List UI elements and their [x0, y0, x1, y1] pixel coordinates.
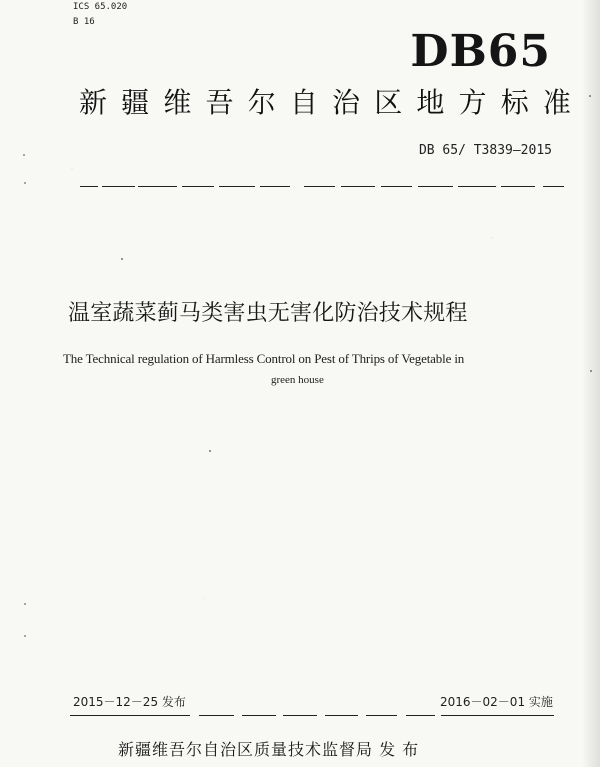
separator-segment: [304, 186, 335, 187]
separator-segment: [341, 186, 375, 187]
region-title-char: 准: [542, 86, 571, 119]
effective-date: 2016－02－01 实施: [440, 695, 553, 709]
bottom-line-segment: [325, 715, 358, 716]
region-title-char: 吾: [205, 86, 234, 119]
bottom-line-segment: [441, 715, 554, 716]
bottom-line-segment: [70, 715, 190, 716]
bottom-separator-line: [70, 712, 554, 720]
bottom-line-segment: [199, 715, 234, 716]
english-title-line-1: The Technical regulation of Harmless Control on Pest of Thrips of Vegetable in: [63, 351, 465, 366]
scan-speck: [589, 95, 591, 97]
region-title-char: 地: [416, 86, 445, 119]
separator-segment: [501, 186, 535, 187]
region-title-char: 区: [374, 86, 403, 119]
scan-speck: [23, 154, 25, 156]
separator-segment: [418, 186, 453, 187]
separator-segment: [260, 186, 290, 187]
bottom-line-segment: [406, 715, 435, 716]
bottom-line-segment: [283, 715, 317, 716]
region-title-char: 方: [458, 86, 487, 119]
separator-segment: [138, 186, 177, 187]
scan-speck: [121, 258, 123, 260]
separator-segment: [219, 186, 255, 187]
bottom-line-segment: [242, 715, 276, 716]
separator-segment: [543, 186, 564, 187]
scan-edge-shadow: [582, 0, 600, 767]
separator-segment: [80, 186, 98, 187]
issue-date: 2015－12－25 发布: [73, 695, 186, 709]
ics-code: ICS 65.020: [73, 2, 128, 12]
top-separator-line: [80, 183, 564, 191]
scan-speck: [209, 450, 211, 452]
publisher-line: 新疆维吾尔自治区质量技术监督局 发 布: [118, 740, 420, 759]
region-title-char: 新: [79, 86, 108, 119]
region-title-char: 自: [289, 86, 318, 119]
scan-speck: [24, 182, 26, 184]
region-title-char: 治: [332, 86, 361, 119]
region-standard-title: [79, 86, 571, 119]
standard-series-code: DB65: [410, 26, 551, 77]
english-title-line-2: green house: [271, 374, 324, 386]
region-standard-title-text: [79, 86, 571, 119]
separator-segment: [182, 186, 214, 187]
scan-speck: [24, 603, 26, 605]
standard-number: DB 65/ T3839—2015: [418, 143, 552, 158]
classification-code: B 16: [73, 17, 95, 27]
region-title-char: 尔: [247, 86, 276, 119]
separator-segment: [458, 186, 496, 187]
region-title-char: 标: [500, 86, 529, 119]
scan-speck: [24, 635, 26, 637]
region-title-char: 疆: [121, 86, 150, 119]
scan-speck: [590, 370, 592, 372]
region-title-char: 维: [163, 86, 192, 119]
bottom-line-segment: [366, 715, 397, 716]
separator-segment: [102, 186, 135, 187]
separator-segment: [381, 186, 412, 187]
chinese-title: 温室蔬菜蓟马类害虫无害化防治技术规程: [68, 301, 468, 326]
